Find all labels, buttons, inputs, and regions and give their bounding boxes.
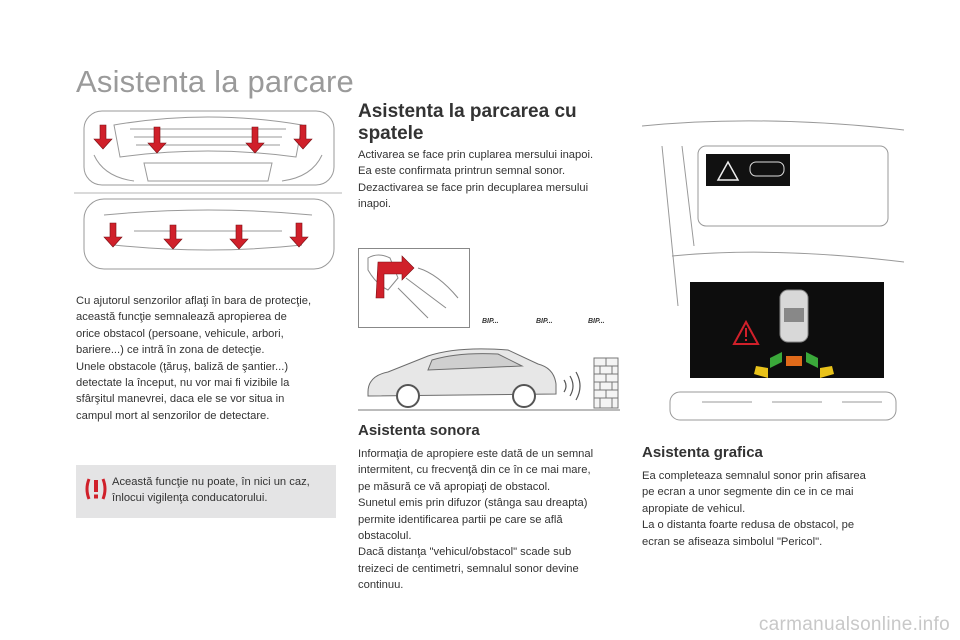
beep-label-1: BIP... xyxy=(482,318,499,325)
warning-exclamation-icon xyxy=(84,477,108,501)
brick-wall xyxy=(594,358,618,408)
speaker-waves-icon xyxy=(564,372,580,400)
warning-text: Această funcţie nu poate, în nici un caz, înlocui vigilenţa conducatorului. xyxy=(112,476,310,505)
car-wall-illustration xyxy=(358,336,620,414)
beep-label-3: BIP... xyxy=(588,318,605,325)
beep-label-2: BIP... xyxy=(536,318,553,325)
section-heading-sonic: Asistenta sonora xyxy=(358,422,480,439)
reverse-text: Activarea se face prin cuplarea mersului inapoi. Ea este confirmata printrun semnal sonor. Dezactivarea se face prin decuplarea mersului inapoi. xyxy=(358,149,594,211)
dashboard-illustration xyxy=(642,106,904,426)
section-heading-reverse: Asistenta la parcarea cu spatele xyxy=(358,101,577,144)
section-heading-graphic: Asistenta grafica xyxy=(642,444,763,461)
graphic-text: Ea completeaza semnalul sonor prin afisarea pe ecran a unor segmente din ce in ce mai apropiate de vehicul. La o distanta foarte redusa de obstacol, pe ecran se afiseaza simbolul "Pericol". xyxy=(642,470,866,548)
page-title: Asistenta la parcare xyxy=(76,64,354,99)
beep-labels xyxy=(480,312,620,328)
intro-text: Cu ajutorul senzorilor aflaţi în bara de protecţie, această funcţie semnalează apropierea de orice obstacol (persoane, vehicule, arbori, bariere...) ce intră în zona de detecţie. Unele obstacole (ţăruş, baliză de şantier...) detectate la început, nu vor mai fi vizibile la sfârşitul manevrei, daca ele se vor situa in campul mort al senzorilor de detectare. xyxy=(76,295,312,422)
warning-box xyxy=(76,465,336,518)
car-topview-icon xyxy=(780,290,808,342)
sensor-arrows xyxy=(74,105,342,280)
car-icon xyxy=(368,349,556,407)
watermark: carmanualsonline.info xyxy=(758,614,950,635)
sonic-text: Informaţia de apropiere este dată de un semnal intermitent, cu frecvenţă din ce în ce mai mare, pe măsură ce vă apropiaţi de obstacol. Sunetul emis prin difuzor (stânga sau dreapta) permite identificarea partii pe care se află obstacolul. Dacă distanţa "vehicul/obstacol" scade sub treizeci de centimetri, semnalul sonor devine continuu. xyxy=(358,448,594,592)
gear-lever-illustration xyxy=(358,248,470,328)
sensor-arrow-icon xyxy=(94,125,312,249)
